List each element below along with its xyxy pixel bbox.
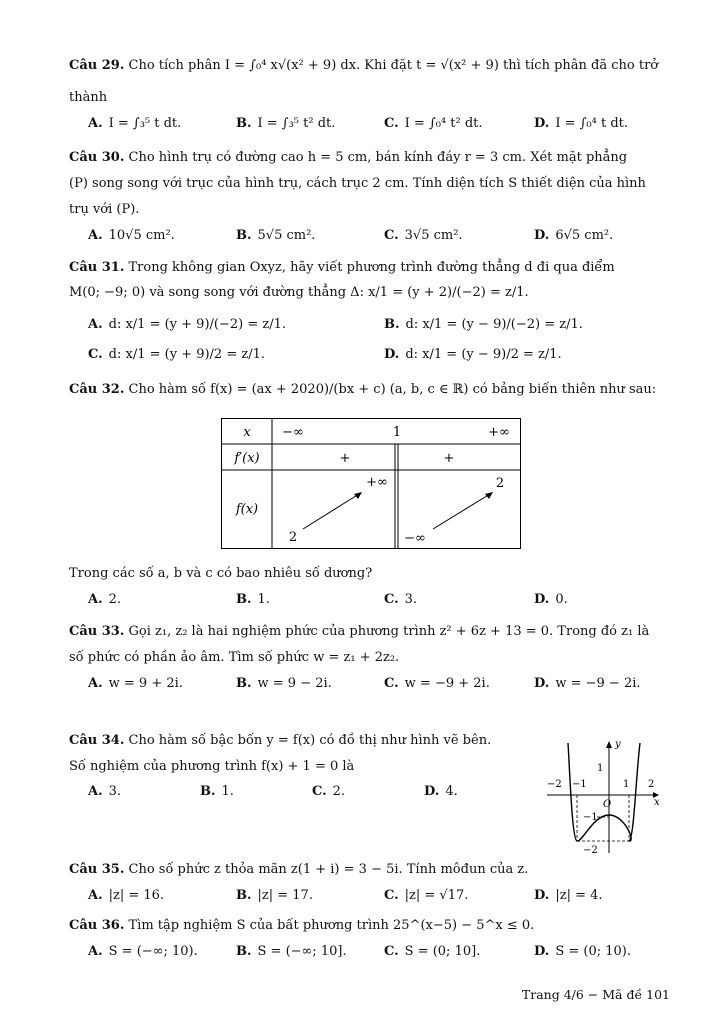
table-f-left-end: +∞ [366,475,388,490]
q32-option-a[interactable]: A. 2. [88,592,122,607]
q33-option-a[interactable]: A. w = 9 + 2i. [88,676,183,691]
q34-text1: Cho hàm số bậc bốn y = f(x) có đồ thị như hình vẽ bên. [128,733,492,748]
q36-option-a[interactable]: A. S = (−∞; 10). [88,944,198,959]
q30-option-b[interactable]: B. 5√5 cm². [236,228,316,243]
q34-text2: Số nghiệm của phương trình f(x) + 1 = 0 là [69,759,355,774]
q35-option-a[interactable]: A. |z| = 16. [88,888,165,903]
q31-option-d[interactable]: D. d: x/1 = (y − 9)/2 = z/1. [384,347,562,362]
q29-options [88,116,678,142]
table-f-label: f(x) [235,502,259,517]
graph-x-label: x [654,797,660,808]
q36-options [88,944,678,970]
table-arrow-right-head [485,492,493,499]
table-arrow-left-line [303,494,359,529]
graph-tick-x-two: 2 [648,779,655,790]
q30-text3: trụ với (P). [69,202,140,217]
q30-option-d[interactable]: D. 6√5 cm². [534,228,614,243]
q31-text1: Trong không gian Oxyz, hãy viết phương trình đường thẳng d đi qua điểm [128,260,615,275]
q34-option-a[interactable]: A. 3. [88,784,122,799]
q32-line1 [69,382,656,397]
q29-line1 [69,58,658,73]
q30-option-c[interactable]: C. 3√5 cm². [384,228,463,243]
q34-options [88,784,508,810]
q29-text1: Cho tích phân I = ∫₀⁴ x√(x² + 9) dx. Khi đặt t = √(x² + 9) thì tích phân đã cho trở [128,58,659,73]
q31-option-b[interactable]: B. d: x/1 = (y − 9)/(−2) = z/1. [384,317,583,332]
q34-line1 [69,733,491,748]
q34-option-c[interactable]: C. 2. [312,784,346,799]
q35-text1: Cho số phức z thỏa mãn z(1 + i) = 3 − 5i. Tính môđun của z. [128,862,529,877]
y-axis-arrow [606,741,612,748]
q36-line1 [69,918,534,933]
q36-option-b[interactable]: B. S = (−∞; 10]. [236,944,347,959]
graph-tick-x-minus-one: −1 [572,779,587,790]
table-sign-right: + [443,451,455,466]
q32-text2: Trong các số a, b và c có bao nhiêu số dương? [69,566,373,581]
q34-label: Câu 34. [69,733,125,748]
q30-options [88,228,678,254]
q31-option-a[interactable]: A. d: x/1 = (y + 9)/(−2) = z/1. [88,317,286,332]
q29-option-b[interactable]: B. I = ∫₃⁵ t² dt. [236,116,336,131]
q30-text1: Cho hình trụ có đường cao h = 5 cm, bán kính đáy r = 3 cm. Xét mặt phẳng [128,150,628,165]
table-sign-left: + [339,451,351,466]
q34-option-b[interactable]: B. 1. [200,784,234,799]
q35-options [88,888,678,914]
q30-line1 [69,150,627,165]
graph-tick-y-minus-two: −2 [583,845,598,856]
q31-line1 [69,260,615,275]
table-arrow-right-line [433,494,490,529]
q32-option-b[interactable]: B. 1. [236,592,270,607]
q33-text1: Gọi z₁, z₂ là hai nghiệm phức của phương trình z² + 6z + 13 = 0. Trong đó z₁ là [128,624,650,639]
q30-label: Câu 30. [69,150,125,165]
q31-options-row1 [88,317,678,343]
table-f-right-start: −∞ [404,531,426,546]
q29-option-a[interactable]: A. I = ∫₃⁵ t dt. [88,116,182,131]
q32-label: Câu 32. [69,382,125,397]
q33-option-b[interactable]: B. w = 9 − 2i. [236,676,332,691]
q33-label: Câu 33. [69,624,125,639]
q33-line1 [69,624,649,639]
q32-option-c[interactable]: C. 3. [384,592,418,607]
table-fp-label: f′(x) [234,451,260,466]
table-x-label: x [243,425,251,440]
q33-text2: số phức có phần ảo âm. Tìm số phức w = z₁ + 2z₂. [69,650,400,665]
graph-tick-y-minus-one: −1 [583,812,598,823]
table-x-left: −∞ [282,425,304,440]
quartic-graph [541,735,671,860]
q31-option-c[interactable]: C. d: x/1 = (y + 9)/2 = z/1. [88,347,265,362]
table-arrow-left-head [354,492,362,499]
q31-label: Câu 31. [69,260,125,275]
q35-option-b[interactable]: B. |z| = 17. [236,888,313,903]
variation-table [221,418,521,549]
q32-text1: Cho hàm số f(x) = (ax + 2020)/(bx + c) (a, b, c ∈ ℝ) có bảng biến thiên như sau: [128,382,657,397]
q30-option-a[interactable]: A. 10√5 cm². [88,228,175,243]
table-x-mid: 1 [392,425,402,440]
q35-label: Câu 35. [69,862,125,877]
graph-tick-x-minus-two: −2 [547,779,562,790]
q34-option-d[interactable]: D. 4. [424,784,458,799]
q30-text2: (P) song song với trục của hình trụ, cách trục 2 cm. Tính diện tích S thiết diện của hình [69,176,646,191]
q35-option-c[interactable]: C. |z| = √17. [384,888,469,903]
graph-origin-label: O [603,799,612,810]
q31-options-row2 [88,347,678,373]
q33-options [88,676,678,702]
q32-options [88,592,678,618]
q29-label: Câu 29. [69,58,125,73]
q35-option-d[interactable]: D. |z| = 4. [534,888,603,903]
q32-option-d[interactable]: D. 0. [534,592,568,607]
q33-option-c[interactable]: C. w = −9 + 2i. [384,676,490,691]
q35-line1 [69,862,528,877]
table-f-right-end: 2 [495,476,505,491]
page-footer: Trang 4/6 − Mã đề 101 [521,987,670,1002]
q29-text2: thành [69,90,108,105]
q29-option-c[interactable]: C. I = ∫₀⁴ t² dt. [384,116,483,131]
graph-tick-x-one: 1 [623,779,630,790]
q36-option-c[interactable]: C. S = (0; 10]. [384,944,481,959]
q36-option-d[interactable]: D. S = (0; 10). [534,944,632,959]
q36-text1: Tìm tập nghiệm S của bất phương trình 25^(x−5) − 5^x ≤ 0. [128,918,535,933]
q33-option-d[interactable]: D. w = −9 − 2i. [534,676,641,691]
graph-tick-y-one: 1 [597,763,604,774]
q36-label: Câu 36. [69,918,125,933]
table-x-right: +∞ [488,425,510,440]
q31-text2: M(0; −9; 0) và song song với đường thẳng Δ: x/1 = (y + 2)/(−2) = z/1. [69,285,529,300]
q29-option-d[interactable]: D. I = ∫₀⁴ t dt. [534,116,628,131]
table-f-left-start: 2 [288,530,298,545]
graph-y-label: y [615,739,621,750]
